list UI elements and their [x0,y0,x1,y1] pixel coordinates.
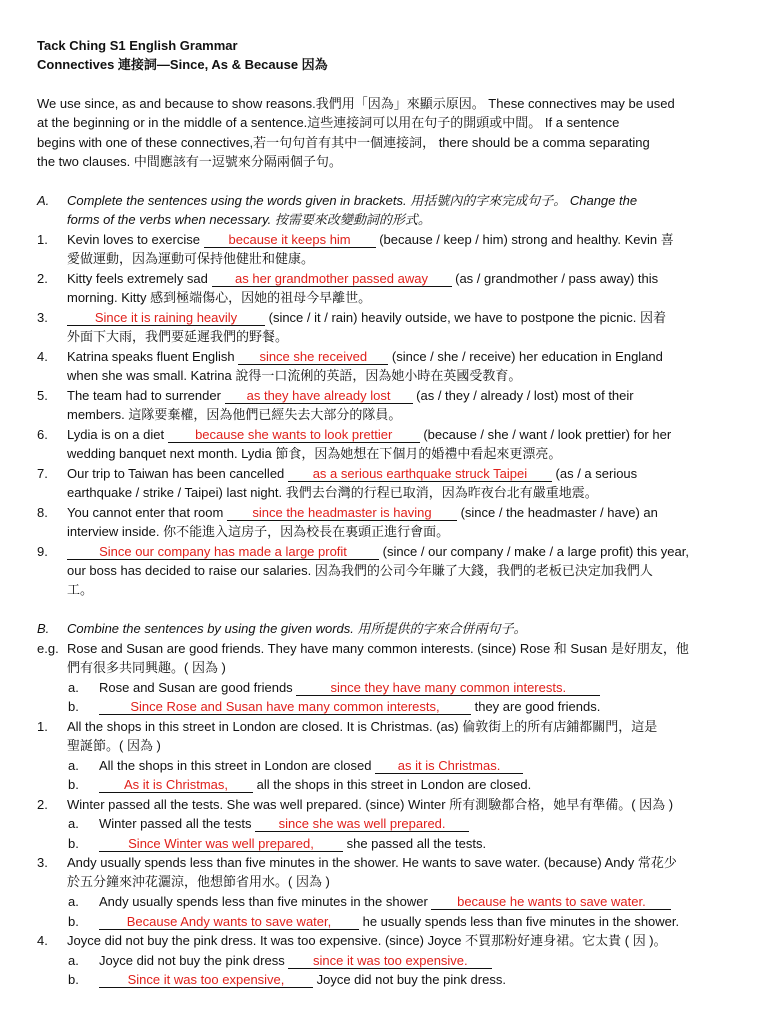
example-answer-a [99,678,738,698]
question-text: (since / our company / make / a large profit) this year, [379,544,689,559]
question-b4-line-1: Joyce did not buy the pink dress. It was too expensive. (since) Joyce 不買那粉好連身裙。它太貴 ( 因 )。 [67,933,667,948]
sub-label-b: b. [68,914,79,929]
question-b1-answer-a [99,756,738,776]
item-number: 5. [37,388,48,403]
item-number: 7. [37,466,48,481]
question-a9 [67,542,738,562]
question-a1 [67,230,738,250]
intro-line-3: begins with one of these connectives,若一句句首有其中一個連接詞， there should be a comma separating [37,135,650,150]
sub-label-b: b. [68,777,79,792]
example-answer-b [99,697,738,717]
question-a4-translation: when she was small. Katrina 說得一口流俐的英語，因為她小時在英國受教育。 [67,368,522,383]
question-text: Katrina speaks fluent English [67,349,239,364]
question-a1-translation: 愛做運動，因為運動可保持他健壯和健康。 [67,251,315,266]
question-a9-translation-cont: 工。 [67,582,94,597]
item-number: 1. [37,232,48,247]
answer-blank: Since it was too expensive, [99,972,313,988]
question-b1-line-2: 聖誕節。( 因為 ) [67,738,161,753]
question-b2-line-1: Winter passed all the tests. She was well prepared. (since) Winter 所有測驗都合格，她早有準備。( 因為 ) [67,797,674,812]
question-text: You cannot enter that room [67,505,227,520]
answer-blank: Since our company has made a large profit [67,544,379,560]
item-number: 9. [37,544,48,559]
example-line-1: Rose and Susan are good friends. They have many common interests. (since) Rose 和 Susan 是好朋友，他 [67,641,689,656]
sub-label-a: a. [68,816,79,831]
intro-line-2: at the beginning or in the middle of a sentence.這些連接詞可以用在句子的開頭或中間。 If a sentence [37,115,620,130]
question-text: (since / she / receive) her education in England [388,349,663,364]
sub-label-b: b. [68,836,79,851]
answer-blank: as her grandmother passed away [212,271,452,287]
item-number: 8. [37,505,48,520]
question-text: (because / keep / him) strong and healthy. Kevin 喜 [375,232,674,247]
item-number: 4. [37,349,48,364]
question-b4-answer-b [99,970,738,990]
question-text: Kitty feels extremely sad [67,271,212,286]
item-number: 3. [37,310,48,325]
item-number: 2. [37,271,48,286]
answer-blank: since the headmaster is having [227,505,457,521]
sub-label-b: b. [68,699,79,714]
question-text: Rose and Susan are good friends [99,680,297,695]
section-a-instruction-1: Complete the sentences using the words given in brackets. 用括號內的字來完成句子。 Change the [67,193,638,208]
item-number: 4. [37,933,48,948]
answer-blank: As it is Christmas, [99,777,253,793]
question-text: Kevin loves to exercise [67,232,204,247]
question-a2-translation: morning. Kitty 感到極端傷心，因她的祖母今早離世。 [67,290,372,305]
question-a3-translation: 外面下大雨，我們要延遲我們的野餐。 [67,329,289,344]
question-a6 [67,425,738,445]
question-text: Lydia is on a diet [67,427,168,442]
question-text: Our trip to Taiwan has been cancelled [67,466,288,481]
item-number: e.g. [37,641,59,656]
question-b3-answer-a [99,892,738,912]
question-text: they are good friends. [471,699,601,714]
item-number: 1. [37,719,48,734]
answer-blank: Since Rose and Susan have many common interests, [99,699,471,715]
worksheet-subtitle: Connectives 連接詞—Since, As & Because 因為 [37,57,328,72]
question-b3-line-1: Andy usually spends less than five minutes in the shower. He wants to save water. (because) Andy 常花少 [67,855,677,870]
item-number: 6. [37,427,48,442]
question-a5 [67,386,738,406]
example-line-2: 們有很多共同興趣。( 因為 ) [67,660,226,675]
answer-blank: because it keeps him [204,232,376,248]
question-text: Joyce did not buy the pink dress. [313,972,506,987]
worksheet-title: Tack Ching S1 English Grammar [37,38,238,53]
answer-blank: as it is Christmas. [375,758,523,774]
sub-label-a: a. [68,953,79,968]
question-b3-answer-b [99,912,738,932]
sub-label-b: b. [68,972,79,987]
item-number: 3. [37,855,48,870]
question-b2-answer-b [99,834,738,854]
question-b3-line-2: 於五分鐘來沖花灑涼，他想節省用水。( 因為 ) [67,874,330,889]
question-text: (since / it / rain) heavily outside, we have to postpone the picnic. 因着 [265,310,667,325]
item-number: 2. [37,797,48,812]
question-a9-translation: our boss has decided to raise our salaries. 因為我們的公司今年賺了大錢，我們的老板已決定加我們人 [67,563,653,578]
question-a2 [67,269,738,289]
question-b2-answer-a [99,814,738,834]
question-a7-translation: earthquake / strike / Taipei) last night. 我們去台灣的行程已取消，因為昨夜台北有嚴重地震。 [67,485,598,500]
question-text: all the shops in this street in London are closed. [253,777,532,792]
question-b4-answer-a [99,951,738,971]
question-text: he usually spends less than five minutes in the shower. [359,914,680,929]
answer-blank: Because Andy wants to save water, [99,914,359,930]
question-text: (as / grandmother / pass away) this [451,271,659,286]
question-text: Joyce did not buy the pink dress [99,953,289,968]
question-a6-translation: wedding banquet next month. Lydia 節食，因為她想在下個月的婚禮中看起來更漂亮。 [67,446,562,461]
sub-label-a: a. [68,758,79,773]
question-text: she passed all the tests. [343,836,487,851]
question-text: All the shops in this street in London are closed [99,758,376,773]
question-b1-line-1: All the shops in this street in London are closed. It is Christmas. (as) 倫敦街上的所有店鋪都關門，這是 [67,719,658,734]
question-text: Winter passed all the tests [99,816,256,831]
question-text: The team had to surrender [67,388,225,403]
answer-blank: as a serious earthquake struck Taipei [288,466,552,482]
section-a-instruction-2: forms of the verbs when necessary. 按需要來改變動詞的形式。 [67,212,431,227]
sub-label-a: a. [68,680,79,695]
intro-line-1: We use since, as and because to show reasons.我們用「因為」來顯示原因。 These connectives may be used [37,96,675,111]
answer-blank: since they have many common interests. [296,680,600,696]
question-b1-answer-b [99,775,738,795]
question-a4 [67,347,738,367]
question-a3 [67,308,738,328]
question-a5-translation: members. 這隊要棄權，因為他們已經失去大部分的隊員。 [67,407,402,422]
question-text: (since / the headmaster / have) an [456,505,658,520]
question-text: (as / a serious [551,466,638,481]
question-a7 [67,464,738,484]
answer-blank: since it was too expensive. [288,953,492,969]
question-text: (as / they / already / lost) most of their [412,388,634,403]
question-a8 [67,503,738,523]
answer-blank: because he wants to save water. [431,894,671,910]
question-text: (because / she / want / look prettier) for her [419,427,672,442]
section-b-instruction: Combine the sentences by using the given words. 用所提供的字來合併兩句子。 [67,621,527,636]
answer-blank: Since it is raining heavily [67,310,265,326]
answer-blank: because she wants to look prettier [168,427,420,443]
answer-blank: since she was well prepared. [255,816,469,832]
question-a8-translation: interview inside. 你不能進入這房子，因為校長在裏頭正進行會面。 [67,524,450,539]
sub-label-a: a. [68,894,79,909]
section-b-label: B. [37,621,50,636]
section-a-label: A. [37,193,50,208]
answer-blank: as they have already lost [225,388,413,404]
answer-blank: since she received [238,349,388,365]
intro-line-4: the two clauses. 中間應該有一逗號來分隔兩個子句。 [37,154,342,169]
answer-blank: Since Winter was well prepared, [99,836,343,852]
question-text: Andy usually spends less than five minutes in the shower [99,894,432,909]
